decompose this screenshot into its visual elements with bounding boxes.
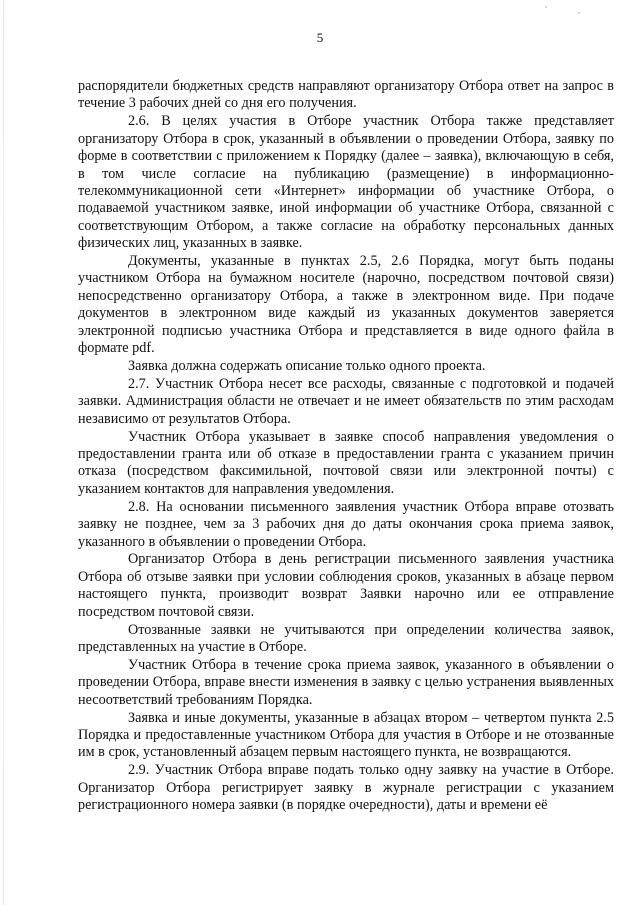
paragraph-2-8: 2.8. На основании письменного заявления участник Отбора вправе отозвать заявку не позднее, чем за 3 рабочих дня до даты окончания срока приема заявок, указанного в объявлении о проведении Отбора. xyxy=(78,498,614,550)
scan-speck xyxy=(578,12,580,14)
paragraph-withdrawn-not-counted: Отозванные заявки не учитываются при определении количества заявок, представленных на участие в Отборе. xyxy=(78,621,614,655)
page-number: 5 xyxy=(316,30,324,45)
paragraph-2-7: 2.7. Участник Отбора несет все расходы, связанные с подготовкой и подачей заявки. Администрация области не отвечает и не имеет обязательств по этим расходам независимо от результатов Отбора. xyxy=(78,375,614,427)
paragraph-documents-submission: Документы, указанные в пунктах 2.5, 2.6 Порядка, могут быть поданы участником Отбора на бумажном носителе (нарочно, посредством почтовой связи) непосредственно организатору Отбора, а также в электронном виде. При подаче документов в электронном виде каждый из указанных документов заверяется электронной подписью участника Отбора и представляется в виде одного файла в формате pdf. xyxy=(78,253,614,357)
paragraph-continuation: распорядители бюджетных средств направляют организатору Отбора ответ на запрос в течение 3 рабочих дней со дня его получения. xyxy=(78,78,614,112)
paragraph-withdrawal-return: Организатор Отбора в день регистрации письменного заявления участника Отбора об отзыве заявки при условии соблюдения сроков, указанных в абзаце первом настоящего пункта, производит возврат Заявки нарочно или ее отправление посредством почтовой связи. xyxy=(78,551,614,620)
paragraph-single-project: Заявка должна содержать описание только одного проекта. xyxy=(128,358,486,374)
paragraph-amendments: Участник Отбора в течение срока приема заявок, указанного в объявлении о проведении Отбора, вправе внести изменения в заявку с целью устранения выявленных несоответствий требованиям Порядка. xyxy=(78,656,614,708)
paragraph-2-9: 2.9. Участник Отбора вправе подать только одну заявку на участие в Отборе. Организатор Отбора регистрирует заявку в журнале регистрации с указанием регистрационного номера заявки (в порядке очередности), даты и времени её xyxy=(78,762,614,814)
document-body xyxy=(78,78,614,815)
scan-edge-line xyxy=(3,0,4,905)
paragraph-2-6: 2.6. В целях участия в Отборе участник Отбора также представляет организатору Отбора в срок, указанный в объявлении о проведении Отбора, заявку по форме в соответствии с приложением к Порядку (далее – заявка), включающую в себя, в том числе согласие на публикацию (размещение) в информационно-телекоммуникационной сети «Интернет» информации об участнике Отбора, о подаваемой участником заявке, иной информации об участнике Отбора, связанной с соответствующим Отбором, а также согласие на обработку персональных данных физических лиц, указанных в заявке. xyxy=(78,113,614,252)
scan-speck xyxy=(545,6,547,8)
paragraph-notification-method: Участник Отбора указывает в заявке способ направления уведомления о предоставлении гранта или об отказе в предоставлении гранта с указанием причин отказа (посредством факсимильной, почтовой связи или электронной почты) с указанием контактов для направления уведомления. xyxy=(78,428,614,497)
paragraph-not-returned: Заявка и иные документы, указанные в абзацах втором – четвертом пункта 2.5 Порядка и предоставленные участником Отбора для участия в Отборе и не отозванные им в срок, установленный абзацем первым настоящего пункта, не возвращаются. xyxy=(78,709,614,761)
